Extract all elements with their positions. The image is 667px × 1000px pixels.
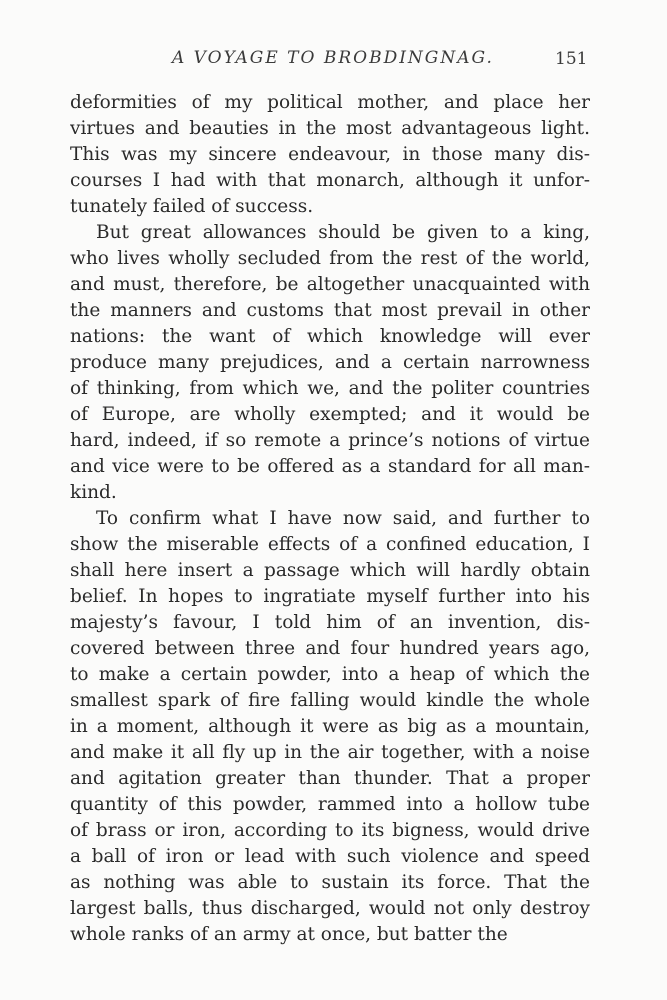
- text-line: a ball of iron or lead with such violence and speed: [70, 846, 590, 867]
- paragraph: [70, 506, 590, 948]
- text-line: This was my sincere endeavour, in those many dis-: [70, 144, 590, 165]
- text-line: belief. In hopes to ingratiate myself further into his: [70, 586, 590, 607]
- text-line: and must, therefore, be altogether unacquainted with: [70, 274, 590, 295]
- text-line: and agitation greater than thunder. That a proper: [70, 768, 590, 789]
- text-line: nations: the want of which knowledge will ever: [70, 326, 590, 347]
- text-line: whole ranks of an army at once, but batter the: [70, 924, 508, 945]
- paragraph: [70, 220, 590, 506]
- page-number: 151: [555, 49, 588, 69]
- text-line: shall here insert a passage which will hardly obtain: [70, 560, 590, 581]
- text-line: deformities of my political mother, and place her: [70, 92, 590, 113]
- text-line: in a moment, although it were as big as a mountain,: [70, 716, 590, 737]
- text-line: of thinking, from which we, and the politer countries: [70, 378, 590, 399]
- text-line: show the miserable effects of a confined education, I: [70, 534, 590, 555]
- text-line: and vice were to be offered as a standard for all man-: [70, 456, 590, 477]
- text-line: and make it all fly up in the air together, with a noise: [70, 742, 590, 763]
- text-line: virtues and beauties in the most advantageous light.: [70, 118, 590, 139]
- text-line: But great allowances should be given to a king,: [96, 222, 590, 243]
- text-line: hard, indeed, if so remote a prince’s notions of virtue: [70, 430, 590, 451]
- running-title: A VOYAGE TO BROBDINGNAG.: [172, 48, 494, 68]
- paragraph: [70, 90, 590, 220]
- text-line: to make a certain powder, into a heap of which the: [70, 664, 590, 685]
- text-line: tunately failed of success.: [70, 196, 314, 217]
- text-line: kind.: [70, 482, 117, 503]
- text-line: of Europe, are wholly exempted; and it would be: [70, 404, 590, 425]
- text-line: quantity of this powder, rammed into a hollow tube: [70, 794, 590, 815]
- text-line: covered between three and four hundred years ago,: [70, 638, 590, 659]
- text-line: produce many prejudices, and a certain narrowness: [70, 352, 590, 373]
- text-line: majesty’s favour, I told him of an invention, dis-: [70, 612, 590, 633]
- text-line: largest balls, thus discharged, would not only destroy: [70, 898, 590, 919]
- text-line: as nothing was able to sustain its force. That the: [70, 872, 590, 893]
- text-line: the manners and customs that most prevail in other: [70, 300, 590, 321]
- text-line: To confirm what I have now said, and further to: [96, 508, 590, 529]
- page-header: [0, 46, 667, 76]
- body-text: [70, 90, 590, 948]
- text-line: courses I had with that monarch, although it unfor-: [70, 170, 590, 191]
- text-line: smallest spark of fire falling would kindle the whole: [70, 690, 590, 711]
- text-line: who lives wholly secluded from the rest of the world,: [70, 248, 590, 269]
- text-line: of brass or iron, according to its bigness, would drive: [70, 820, 590, 841]
